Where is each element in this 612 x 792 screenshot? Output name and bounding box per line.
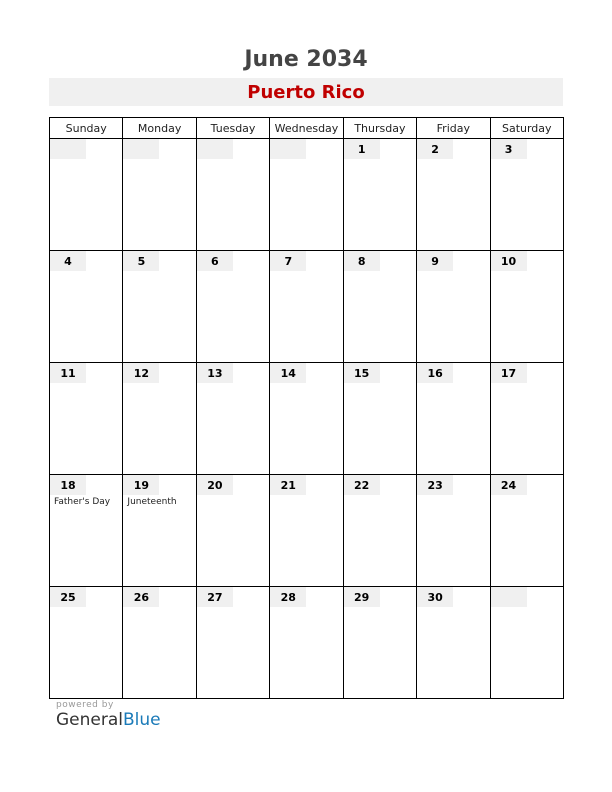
day-cell[interactable] [50, 475, 123, 587]
day-number [197, 139, 233, 159]
day-number: 28 [270, 587, 306, 607]
day-cell[interactable] [490, 251, 563, 363]
generalblue-logo[interactable] [56, 710, 161, 730]
day-number: 12 [123, 363, 159, 383]
day-cell[interactable] [50, 363, 123, 475]
day-cell[interactable] [196, 251, 269, 363]
week-row [50, 475, 564, 587]
day-cell[interactable] [270, 139, 343, 251]
day-cell[interactable] [417, 363, 490, 475]
weekday-header: Thursday [343, 118, 416, 139]
day-number: 26 [123, 587, 159, 607]
day-number [491, 587, 527, 607]
day-cell[interactable] [196, 587, 269, 699]
day-cell[interactable] [490, 475, 563, 587]
day-number: 7 [270, 251, 306, 271]
day-cell[interactable] [343, 475, 416, 587]
weekday-header: Wednesday [270, 118, 343, 139]
day-cell[interactable] [123, 251, 196, 363]
region-banner [49, 78, 563, 106]
day-cell[interactable] [123, 587, 196, 699]
day-cell[interactable] [50, 251, 123, 363]
day-cell[interactable] [196, 475, 269, 587]
day-number: 29 [344, 587, 380, 607]
week-row [50, 363, 564, 475]
day-cell[interactable] [490, 587, 563, 699]
day-number: 24 [491, 475, 527, 495]
day-number: 2 [417, 139, 453, 159]
day-cell[interactable] [490, 363, 563, 475]
day-cell[interactable] [343, 587, 416, 699]
footer [56, 700, 161, 730]
day-number: 3 [491, 139, 527, 159]
week-row [50, 587, 564, 699]
day-number: 25 [50, 587, 86, 607]
day-cell[interactable] [490, 139, 563, 251]
weekday-header: Tuesday [196, 118, 269, 139]
holiday-label: Father's Day [54, 497, 111, 507]
day-number: 9 [417, 251, 453, 271]
day-number: 23 [417, 475, 453, 495]
day-cell[interactable] [417, 251, 490, 363]
day-number: 20 [197, 475, 233, 495]
day-cell[interactable] [50, 139, 123, 251]
day-cell[interactable] [50, 587, 123, 699]
day-cell[interactable] [343, 139, 416, 251]
day-number: 22 [344, 475, 380, 495]
day-cell[interactable] [196, 139, 269, 251]
weekday-header: Sunday [50, 118, 123, 139]
day-number: 10 [491, 251, 527, 271]
weekday-header: Friday [417, 118, 490, 139]
day-number: 5 [123, 251, 159, 271]
day-number: 18 [50, 475, 86, 495]
day-cell[interactable] [417, 587, 490, 699]
day-cell[interactable] [123, 363, 196, 475]
week-row [50, 251, 564, 363]
weekday-header-row [50, 118, 564, 139]
logo-text-general: General [56, 710, 123, 730]
day-number: 4 [50, 251, 86, 271]
day-cell[interactable] [343, 251, 416, 363]
weekday-header: Saturday [490, 118, 563, 139]
day-cell[interactable] [417, 475, 490, 587]
holiday-label: Juneteenth [127, 497, 177, 507]
day-cell[interactable] [123, 475, 196, 587]
day-number: 17 [491, 363, 527, 383]
day-cell[interactable] [270, 363, 343, 475]
day-number: 16 [417, 363, 453, 383]
day-number [50, 139, 86, 159]
day-cell[interactable] [417, 139, 490, 251]
day-cell[interactable] [270, 587, 343, 699]
day-number: 21 [270, 475, 306, 495]
week-row [50, 139, 564, 251]
day-number: 6 [197, 251, 233, 271]
day-number: 1 [344, 139, 380, 159]
day-cell[interactable] [123, 139, 196, 251]
calendar-grid [49, 117, 564, 699]
powered-by-label: powered by [56, 700, 114, 710]
day-number: 8 [344, 251, 380, 271]
day-number: 13 [197, 363, 233, 383]
day-cell[interactable] [270, 475, 343, 587]
region-name: Puerto Rico [247, 82, 365, 103]
day-number [123, 139, 159, 159]
day-number: 30 [417, 587, 453, 607]
day-number: 11 [50, 363, 86, 383]
day-cell[interactable] [270, 251, 343, 363]
day-number: 15 [344, 363, 380, 383]
day-cell[interactable] [196, 363, 269, 475]
logo-text-blue: Blue [123, 710, 161, 730]
day-number: 14 [270, 363, 306, 383]
calendar-title: June 2034 [244, 47, 368, 72]
day-number [270, 139, 306, 159]
day-number: 19 [123, 475, 159, 495]
weekday-header: Monday [123, 118, 196, 139]
day-cell[interactable] [343, 363, 416, 475]
day-number: 27 [197, 587, 233, 607]
